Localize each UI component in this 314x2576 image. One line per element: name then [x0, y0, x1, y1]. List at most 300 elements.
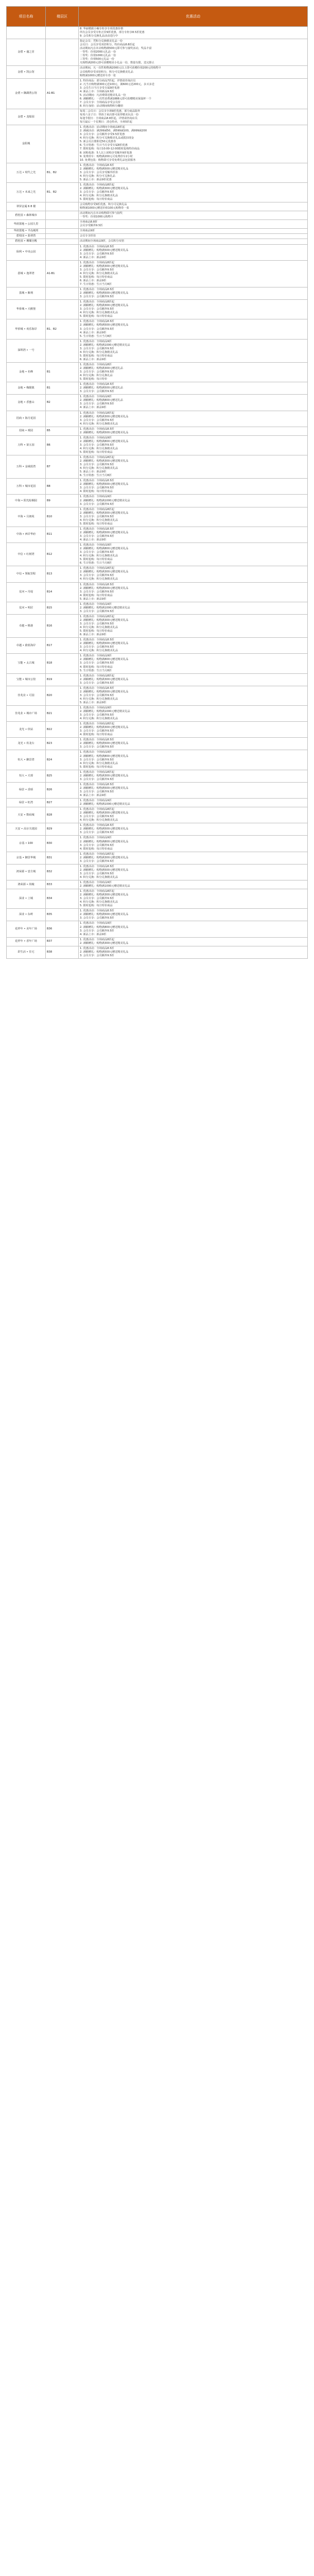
promotion-line: 3. 会员专享：会员额外9.5折: [80, 443, 114, 447]
promotion-line: 4. 积分兑换：积分兑换礼品: [80, 374, 113, 378]
promotion-line: 3. 会员专享：会员额外9.5折: [80, 758, 114, 761]
promotion-line: 5. 限时抢购：每日特价: [80, 378, 108, 381]
floor-cell: B6: [46, 435, 79, 455]
promotion-line: 每逢节假日：全场商品8.8折起，详情请咨询店员: [80, 117, 138, 121]
header-project: 项目名称: [7, 7, 46, 27]
table-row: [7, 852, 308, 864]
promotion-line: 3. 会员专享：会员额外9.5折: [80, 418, 114, 422]
project-name-cell: 金碧 • 御湖湾公馆: [7, 78, 46, 109]
floor-cell: B11: [46, 527, 79, 543]
project-name-cell: 中海 • 西岸华府: [7, 527, 46, 543]
promotion-detail-cell: [79, 66, 308, 78]
promotion-line: 4. 限时抢购：每日特价商品: [80, 490, 113, 494]
floor-cell: [46, 202, 79, 211]
table-row: [7, 738, 308, 750]
promotion-line: 3. 会员专享：会员额外9.5折: [80, 917, 114, 920]
promotion-line: 3. 会员专享：会员享受额外折扣: [80, 171, 118, 174]
table-row: [7, 836, 308, 852]
project-name-cell: 恒大 • 御景湾: [7, 750, 46, 770]
table-row: [7, 909, 308, 921]
table-row: [7, 220, 308, 229]
promotion-line: 2. 满额赠礼：购物满300元赠送精美礼品: [80, 774, 129, 777]
promotion-line: 1. 优惠活动：全场商品8.5折: [80, 583, 114, 586]
promotion-detail-cell: [79, 319, 308, 339]
promotion-line: 9. 会员积分兑换礼品活动进行中: [80, 35, 118, 38]
project-name-cell: 荔城 • 逸翠湾: [7, 260, 46, 287]
project-name-cell: 龙光 • 玖钻: [7, 722, 46, 738]
project-name-cell: 金碧 • 龙船园: [7, 109, 46, 125]
floor-cell: A1-B1: [46, 260, 79, 287]
promotion-line: 1. 优惠活动：全场商品8折起: [80, 456, 114, 460]
project-name-cell: 深业 • 东岭: [7, 909, 46, 921]
promotion-line: 4. 积分兑换：积分可兑换精美礼品或抵扣现金: [80, 137, 134, 140]
promotion-line: 4. 新品上市：新品9折: [80, 406, 107, 410]
promotion-line: 4. 积分兑换：积分兑换精美礼品: [80, 447, 118, 450]
promotion-line: 1. 特价商品：部分商品7折起，详情请咨询店员: [80, 79, 136, 82]
promotion-line: 1. 优惠活动：全场商品8折起: [80, 300, 114, 304]
promotion-detail-cell: [79, 566, 308, 582]
table-row: [7, 411, 308, 427]
table-row: [7, 507, 308, 527]
promotion-line: 1. 优惠活动：全场商品9折: [80, 544, 112, 547]
promotion-line: 4. 新品上市：新品9折: [80, 331, 107, 334]
promotion-line: 5. 限时抢购：每日特价商品: [80, 450, 113, 454]
table-row: [7, 495, 308, 507]
promotion-detail-cell: [79, 602, 308, 614]
promotion-line: 3. 会员专享：会员额外9.5折: [80, 730, 114, 733]
project-name-cell: 保利 • 中央公园: [7, 244, 46, 260]
promotion-line: 1. 优惠活动：全场商品8.5折: [80, 686, 114, 690]
promotion-line: 8. 积分加倍：活动期间购物积分翻倍: [80, 104, 124, 108]
promotion-line: 会员购物享受9折优惠，积分可兑换礼品: [80, 203, 127, 207]
promotion-line: 2. 满额赠礼：购物满300元赠送精美礼品: [80, 187, 129, 190]
promotion-line: 3. 会员专享：会员额外9.5折: [80, 252, 114, 256]
floor-cell: B8: [46, 479, 79, 495]
promotion-line: 6. 生日特惠：生日当月8折: [80, 474, 112, 478]
promotion-line: 5. 生日特惠：生日当月8折: [80, 669, 112, 672]
promotion-line: 4. 新品上市：全场新品9.5折: [80, 90, 114, 93]
promotion-line: 3. 会员专享：会员额外享受9.5折优惠: [80, 133, 125, 137]
promotion-line: 7. 生日特惠：生日当月8折: [80, 283, 112, 286]
floor-cell: B17: [46, 638, 79, 654]
promotion-line: 3. 会员生日当月享受专属9折优惠: [80, 86, 120, 90]
promotion-line: 4. 新品上市：新品9折: [80, 794, 107, 797]
floor-cell: B1、B2: [46, 182, 79, 202]
table-row: [7, 455, 308, 479]
table-row: [7, 638, 308, 654]
promotion-line: 1. 优惠活动：全场商品9折: [80, 602, 112, 606]
promotion-detail-cell: [79, 582, 308, 602]
table-row: [7, 602, 308, 614]
promotion-line: 2. 满额赠礼：购物满1000元赠送精美礼品: [80, 803, 130, 806]
promotion-line: 2. 满额赠礼：购物满300元赠送精美礼品: [80, 726, 129, 730]
promotion-line: 2. 满额赠礼：购物满500元赠送精美礼品: [80, 586, 129, 590]
project-name-cell: 京基 • 御景华城: [7, 852, 46, 864]
floor-cell: [46, 239, 79, 244]
table-row: [7, 705, 308, 721]
promotion-line: 3. 会员专享：会员额外9.5折: [80, 662, 114, 665]
promotion-line: 1. 优惠活动：全场商品8折起: [80, 852, 114, 856]
promotion-line: 1. 优惠活动：全场商品8折起: [80, 890, 114, 893]
promotion-line: 4. 积分兑换：积分兑换精美礼品: [80, 350, 118, 354]
promotion-line: 2. 满额赠礼：购物满500元赠送精美礼品: [80, 868, 129, 872]
promotion-line: 一等奖：价值2000元礼品一份: [80, 50, 116, 54]
promotion-line: 三等奖：价值500元礼品一份: [80, 58, 114, 61]
project-name-cell: 卓越 • 蔚蓝海岸: [7, 638, 46, 654]
promotion-line: 5. 限时抢购：每日特价商品: [80, 522, 113, 526]
promotion-line: 2. 满额赠礼：购物满300元赠送精美礼品: [80, 304, 129, 308]
promotion-detail-cell: [79, 889, 308, 909]
table-row: [7, 382, 308, 395]
project-name-cell: 金地 • 名峰: [7, 362, 46, 382]
floor-cell: [46, 339, 79, 362]
promotion-line: 5. 活动期间：凡消费即送精美礼品一份: [80, 93, 126, 97]
promotion-line: 3. 会员专享：会员额外9.5折: [80, 693, 114, 697]
promotion-line: 4. 新品上市：新品9折: [80, 538, 107, 541]
project-name-cell: 中信 • 领航里程: [7, 566, 46, 582]
floor-cell: [46, 125, 79, 163]
promotion-detail-cell: [79, 229, 308, 234]
promotion-detail-cell: [79, 750, 308, 770]
project-name-cell: 碧桂园 • 翡翠湾: [7, 234, 46, 239]
project-name-cell: 金地 • 香蜜山: [7, 395, 46, 411]
promotion-line: 2. 满额赠礼：购物满1000元赠送精美礼品: [80, 885, 130, 888]
floor-cell: B7: [46, 455, 79, 479]
promotion-detail-cell: [79, 722, 308, 738]
project-name-cell: 宝能 • 太古城: [7, 654, 46, 673]
floor-cell: B26: [46, 782, 79, 798]
promotion-table: [6, 6, 308, 959]
floor-cell: [46, 39, 79, 66]
promotion-line: 2. 满额赠礼：购物满500元赠送精美礼品: [80, 642, 129, 646]
promotion-detail-cell: [79, 799, 308, 807]
floor-cell: B31: [46, 852, 79, 864]
promotion-line: 2. 满额赠礼：购物满300元赠送精美礼品: [80, 941, 129, 945]
floor-cell: B21: [46, 705, 79, 721]
promotion-detail-cell: [79, 455, 308, 479]
table-row: [7, 66, 308, 78]
promotion-detail-cell: [79, 654, 308, 673]
promotion-line: 2. 满额赠礼：购物满800元赠送礼品: [80, 399, 123, 402]
promotion-line: 4. 限时抢购：每日特价商品: [80, 847, 113, 851]
project-name-cell: 深业 • 上城: [7, 889, 46, 909]
promotion-line: 2. 满减活动：满299减50，满599减100，满999减200: [80, 129, 147, 133]
table-row: [7, 479, 308, 495]
promotion-line: 3. 会员专享：会员额外9.5折: [80, 402, 114, 406]
promotion-line: 2. 满额赠礼：购物满800元赠送精美礼品: [80, 658, 129, 662]
project-name-cell: 碧桂园 • 珊瑚宫殿: [7, 239, 46, 244]
floor-cell: B24: [46, 750, 79, 770]
promotion-line: 3. 会员专享：会员额外9.5折: [80, 790, 114, 793]
promotion-line: 1. 优惠活动：全场商品8.5折: [80, 909, 114, 913]
table-row: [7, 750, 308, 770]
project-name-cell: 京基 • 100: [7, 836, 46, 852]
floor-cell: [46, 211, 79, 220]
promotion-detail-cell: [79, 705, 308, 721]
table-row: [7, 543, 308, 566]
promotion-line: 1. 优惠活动：全场商品8折起: [80, 808, 114, 811]
promotion-detail-cell: [79, 244, 308, 260]
promotion-line: 2. 满额赠礼：购物满500元赠送精美礼品: [80, 167, 129, 171]
promotion-line: 4. 积分兑换：积分兑换精美礼品: [80, 717, 118, 721]
promotion-detail-cell: [79, 527, 308, 543]
table-row: [7, 946, 308, 958]
promotion-line: 2. 满额赠礼：购物满300元赠送精美礼品: [80, 893, 129, 897]
promotion-detail-cell: [79, 125, 308, 163]
promotion-detail-cell: [79, 807, 308, 823]
table-row: [7, 27, 308, 39]
promotion-line: 3. 会员专享：会员额外9.5折: [80, 777, 114, 781]
table-row: [7, 686, 308, 705]
promotion-line: 全场商品8.8折: [80, 221, 98, 224]
promotion-line: 4. 积分兑换：积分兑换精美礼品: [80, 422, 118, 426]
promotion-line: 5. 新品上市：新品9折: [80, 470, 107, 474]
table-row: [7, 109, 308, 125]
promotion-line: 3. 会员专享：会员额外9.5折: [80, 502, 114, 506]
promotion-line: 5. 新会员注册即送50元优惠券: [80, 140, 116, 144]
promotion-line: 3. 会员专享：会员额外9.5折: [80, 897, 114, 901]
promotion-line: 1. 优惠活动：全场商品9折: [80, 836, 112, 840]
promotion-line: 3. 会员专享：会员额外9.5折: [80, 843, 114, 847]
promotion-line: 1. 优惠活动：全场商品8.5折: [80, 320, 114, 324]
promotion-detail-cell: [79, 202, 308, 211]
project-name-cell: 荔城 • 紫荆: [7, 287, 46, 300]
promotion-line: 2. 满额赠礼：购物满300元赠送精美礼品: [80, 264, 129, 268]
project-name-cell: 翠屏金厦 6 8 楼: [7, 202, 46, 211]
promotion-line: 1. 优惠活动：全场商品8折起: [80, 507, 114, 511]
table-row: [7, 239, 308, 244]
promotion-line: 4. 积分兑换：积分兑换精美礼品: [80, 819, 118, 822]
promotion-line: 4. 积分兑换：积分兑换精美礼品: [80, 467, 118, 470]
promotion-line: 3. 会员专享：会员额外9.5折: [80, 268, 114, 272]
table-row: [7, 339, 308, 362]
promotion-line: 1. 优惠活动：全场商品9折: [80, 751, 112, 754]
promotion-line: 1. 优惠活动：全场商品8折起: [80, 674, 114, 677]
promotion-line: 5. 生日特惠：生日当月8折: [80, 334, 112, 338]
promotion-line: 3. 会员专享：会员额外9.5折: [80, 831, 114, 835]
promotion-line: 2. 满额赠礼：购物满800元赠送精美礼品: [80, 439, 129, 443]
promotion-line: 1. 优惠活动：全场商品8.5折: [80, 824, 114, 827]
floor-cell: B19: [46, 673, 79, 686]
floor-cell: B22: [46, 722, 79, 738]
table-row: [7, 823, 308, 836]
promotion-line: 6. 满额赠礼：一次性消费满1888元即可获赠精美保温杯一个: [80, 97, 152, 100]
floor-cell: B1、B2: [46, 319, 79, 339]
promotion-line: 二等奖：价值1000元礼品一份: [80, 54, 116, 58]
promotion-detail-cell: [79, 395, 308, 411]
promotion-line: 3. 会员专享：会员额外9.5折: [80, 463, 114, 467]
promotion-line: 每月最后一个星期日：清仓特卖，全场5折起: [80, 121, 132, 124]
promotion-line: 3. 会员专享：会员额外9.5折: [80, 347, 114, 350]
promotion-line: 6. 新品上市：新品9折: [80, 279, 107, 282]
table-row: [7, 770, 308, 782]
table-row: [7, 782, 308, 798]
floor-cell: [46, 244, 79, 260]
promotion-line: 2. 满额赠礼：购物满500元赠送精美礼品: [80, 827, 129, 831]
project-name-cell: 金碧 • 凯公馆: [7, 66, 46, 78]
promotion-line: 2. 满额赠礼：购物满500元赠送精美礼品: [80, 690, 129, 693]
promotion-line: 1. 优惠活动：全场商品8折: [80, 363, 112, 366]
project-name-cell: 华侨城 • 天鹅堡: [7, 300, 46, 319]
promotion-line: 2. 满额赠礼：购物满1000元赠送精美礼品: [80, 606, 130, 609]
floor-cell: B16: [46, 614, 79, 637]
floor-cell: B25: [46, 770, 79, 782]
project-name-cell: 金阳城: [7, 125, 46, 163]
floor-cell: B9: [46, 495, 79, 507]
promotion-line: 指定会员：凭积分兑换精美礼品一份: [80, 40, 123, 43]
promotion-line: 3. 会员专享：会员额外9.5折: [80, 590, 114, 594]
promotion-line: 1. 优惠活动：全场商品9折: [80, 436, 112, 439]
promotion-line: 2. 满额赠礼：购物满500元赠送精美礼品: [80, 292, 129, 295]
promotion-sheet: [6, 6, 307, 2576]
table-row: [7, 889, 308, 909]
project-name-cell: 佳兆业 • 可园: [7, 686, 46, 705]
promotion-detail-cell: [79, 411, 308, 427]
project-name-cell: 中海 • 阳光棕榈园: [7, 495, 46, 507]
promotion-line: 3. 会员专享：会员额外9.5折: [80, 295, 114, 299]
promotion-line: 2. 满额赠礼：购物满500元赠送精美礼品: [80, 531, 129, 534]
promotion-line: 活动期间凡在本店购物即可参与抽奖: [80, 212, 123, 215]
floor-cell: B34: [46, 889, 79, 909]
promotion-detail-cell: [79, 880, 308, 889]
promotion-line: 4. 积分兑换：积分兑换精美礼品: [80, 272, 118, 275]
promotion-detail-cell: [79, 300, 308, 319]
promotion-line: 4. 限时抢购：每日特价商品: [80, 665, 113, 669]
promotion-line: 2. 满额赠礼：购物满500元赠送精美礼品: [80, 324, 129, 327]
project-name-cell: 天安 • 数码城: [7, 807, 46, 823]
floor-cell: B20: [46, 686, 79, 705]
table-row: [7, 435, 308, 455]
promotion-line: 3. 会员专享：会员额外9.5折: [80, 190, 114, 194]
floor-cell: A1-B1: [46, 78, 79, 109]
promotion-line: 活动期间全场商品9折，会员积分双倍: [80, 240, 125, 243]
promotion-line: 所有会员享受专柜正价9折优惠，部分专柜享8.5折优惠: [80, 31, 145, 35]
promotion-line: 6. 生日特惠：生日当月8折: [80, 562, 112, 565]
promotion-detail-cell: [79, 770, 308, 782]
promotion-line: 2. 满额赠礼：购物满1000元赠送精美礼品: [80, 343, 130, 347]
promotion-line: 5. 限时抢购：每日特价商品: [80, 315, 113, 318]
promotion-line: 2. 满额赠礼：购物满300元赠送精美礼品: [80, 856, 129, 859]
promotion-line: 3. 会员专享：会员额外9.5折: [80, 486, 114, 490]
promotion-detail-cell: [79, 738, 308, 750]
floor-cell: B1、B2: [46, 163, 79, 182]
promotion-line: 7. 会员专享：全场商品享受会员价: [80, 100, 121, 104]
table-row: [7, 864, 308, 880]
table-row: [7, 229, 308, 234]
table-row: [7, 182, 308, 202]
promotion-detail-cell: [79, 220, 308, 229]
promotion-line: 1. 优惠活动：全场商品8折起: [80, 938, 114, 941]
promotion-line: 5. 限时抢购：每日特价商品: [80, 765, 113, 769]
promotion-line: 1. 优惠活动：全场商品8.5折: [80, 783, 114, 786]
table-row: [7, 125, 308, 163]
promotion-line: 3. 会员专享：会员额外9.5折: [80, 954, 114, 957]
table-row: [7, 582, 308, 602]
promotion-line: 4. 积分兑换：积分兑换精美礼品: [80, 875, 118, 879]
promotion-line: 1. 优惠活动：全场商品8.5折: [80, 946, 114, 950]
table-row: [7, 202, 308, 211]
project-name-cell: 万科 • 金域蓝湾: [7, 455, 46, 479]
promotion-line: 6. 新品上市：新品9折: [80, 633, 107, 637]
promotion-line: 2. 满额赠礼：购物满300元赠送精美礼品: [80, 415, 129, 418]
promotion-line: 2. 满额赠礼：购物满300元赠送精美礼品: [80, 570, 129, 574]
promotion-line: 2. 满额赠礼：购物满300元赠送礼品: [80, 366, 123, 370]
promotion-detail-cell: [79, 435, 308, 455]
promotion-line: 6. 生日特惠：生日当月享受专属8折优惠: [80, 144, 128, 147]
table-row: [7, 799, 308, 807]
promotion-detail-cell: [79, 782, 308, 798]
promotion-detail-cell: [79, 921, 308, 937]
promotion-detail-cell: [79, 182, 308, 202]
floor-cell: B38: [46, 946, 79, 958]
table-row: [7, 673, 308, 686]
promotion-line: 5. 限时抢购：每日特价商品: [80, 198, 113, 201]
promotion-line: 1. 优惠活动：全场商品8.5折: [80, 163, 114, 167]
promotion-line: 3. 会员专享：会员额外9.5折: [80, 574, 114, 578]
floor-cell: B36: [46, 921, 79, 937]
promotion-detail-cell: [79, 543, 308, 566]
project-name-cell: 佳兆业 • 城市广场: [7, 705, 46, 721]
project-name-cell: 碧桂园 • 森林城市: [7, 211, 46, 220]
table-row: [7, 807, 308, 823]
table-row: [7, 362, 308, 382]
promotion-line: 2. 满额赠礼：购物满500元赠送礼品: [80, 386, 123, 390]
floor-cell: [46, 411, 79, 427]
promotion-line: 1. 优惠活动：全场商品9折: [80, 340, 112, 343]
promotion-line: 2. 满额赠礼：购物满300元赠送精美礼品: [80, 511, 129, 515]
promotion-detail-cell: [79, 495, 308, 507]
promotion-line: 1. 优惠活动：全场商品8.5折: [80, 245, 114, 248]
floor-cell: B29: [46, 823, 79, 836]
promotion-line: 1. 优惠活动：全场商品8.5折: [80, 383, 114, 386]
promotion-line: 一等奖：价值1000元购物卡: [80, 215, 114, 219]
promotion-line: 2. 满额赠礼：购物满800元赠送精美礼品: [80, 840, 129, 843]
header-detail: 优惠活动: [79, 7, 308, 27]
promotion-line: 3. 会员专享：会员额外9.5折: [80, 327, 114, 331]
promotion-detail-cell: [79, 382, 308, 395]
promotion-line: 1. 优惠活动：全场商品9折: [80, 799, 112, 803]
promotion-detail-cell: [79, 836, 308, 852]
promotion-line: 4. 积分兑换：积分兑换精美礼品: [80, 311, 118, 315]
table-row: [7, 39, 308, 66]
project-name-cell: 中海 • 月朗苑: [7, 507, 46, 527]
promotion-line: 3. 会员专享：会员额外9.5折: [80, 815, 114, 819]
project-name-cell: 万科 • 城市花园: [7, 479, 46, 495]
promotion-line: 3. 会员专享：会员额外9.5折: [80, 515, 114, 518]
floor-cell: B2: [46, 395, 79, 411]
promotion-line: 4. 积分兑换：积分兑换精美礼品: [80, 697, 118, 701]
promotion-line: 3. 会员专享：会员额外9.5折: [80, 929, 114, 933]
promotion-detail-cell: [79, 163, 308, 182]
floor-cell: B30: [46, 836, 79, 852]
promotion-line: 2. 满额赠礼：购物满500元赠送精美礼品: [80, 248, 129, 252]
project-name-cell: 万达 • 时代之光: [7, 163, 46, 182]
promotion-detail-cell: [79, 673, 308, 686]
floor-cell: [46, 300, 79, 319]
promotion-line: 3. 会员专享：会员额外9.5折: [80, 714, 114, 717]
promotion-line: 9. 免费停车：购物满200元可免费停车2小时: [80, 155, 133, 158]
project-name-cell: 宝能 • 城市公馆: [7, 673, 46, 686]
promotion-line: 8. 团购优惠：5人以上团购享受额外9折优惠: [80, 151, 132, 155]
promotion-line: 4. 积分兑换：积分可兑换礼品: [80, 174, 115, 178]
promotion-line: 1. 优惠活动：全场商品9折: [80, 495, 112, 499]
promotion-line: 5. 新品上市：新品9折: [80, 597, 107, 601]
floor-cell: B28: [46, 807, 79, 823]
promotion-line: 2. 满额赠礼：购物满500元赠送精美礼品: [80, 950, 129, 954]
floor-cell: B1: [46, 362, 79, 382]
promotion-line: 购物满1000元赠送停车券一张: [80, 74, 116, 77]
promotion-line: 1. 优惠活动：全场商品8.5折: [80, 738, 114, 742]
